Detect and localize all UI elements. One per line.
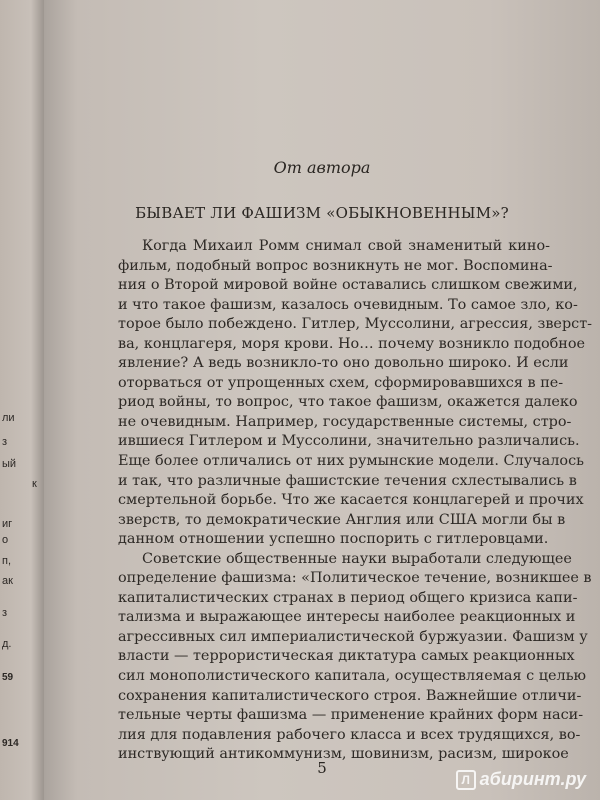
left-page-fragment: к [32,478,37,490]
text-line: тельные черты фашизма — применение крайних форм наси- [118,707,584,724]
text-line: сохранения капиталистического строя. Важнейшие отличи- [118,687,582,704]
text-line: зверств, то демократические Англия или США могли бы в [118,511,566,528]
text-line: Советские общественные науки выработали следующее [142,550,572,567]
text-line: Когда Михаил Ромм снимал свой знаменитый кино- [142,238,550,254]
text-line: капиталистических странах в период общего кризиса капи- [118,589,578,606]
text-line: власти — террористическая диктатура самых реакционных [118,648,575,665]
left-page-fragment: 914 [2,738,19,749]
book-page [44,0,600,800]
page-number: 5 [317,759,327,777]
text-line: фильм, подобный вопрос возникнуть не мог. Воспомина- [118,257,553,274]
left-page-fragment: иг [2,518,13,530]
left-page-fragment: п, [2,555,12,567]
left-page-fragment: з [2,436,8,448]
text-line: торое было побеждено. Гитлер, Муссолини, агрессия, зверст- [118,316,593,333]
text-line: Еще более отличались от них румынские модели. Случалось [118,453,584,470]
text-line: сил монополистического капитала, осуществляемая с целью [118,668,587,685]
left-page-fragment: д. [2,638,12,650]
text-line: смертельной борьбе. Что же касается концлагерей и прочих [118,492,584,509]
text-line: риод войны, то вопрос, что такое фашизм, окажется далеко [118,394,578,411]
labirint-logo-icon: Л [456,770,476,790]
text-line: не очевидным. Например, государственные системы, стро- [118,413,572,430]
body-text [118,237,593,765]
text-line: данном отношении успешно поспорить с гитлеровцами. [118,531,549,548]
left-page-fragment: ли [2,412,15,424]
text-line: лия для подавления рабочего класса и всех трудящихся, во- [118,726,581,743]
text-line: ния о Второй мировой войне оставались слишком свежими, [118,277,578,294]
watermark-text: абиринт.ру [479,769,586,789]
left-page-fragment: ак [2,575,13,587]
text-line: и так, что различные фашистские течения схлестывались в [118,472,577,489]
left-page-fragment: 59 [2,672,14,683]
text-line: определение фашизма: «Политическое течение, возникшее в [118,570,592,587]
text-line: ившиеся Гитлером и Муссолини, значительно различались. [118,433,580,450]
text-line: явление? А ведь возникло-то оно довольно широко. И если [118,355,569,372]
section-label: От автора [273,158,371,177]
text-line: тализма и выражающее интересы наиболее реакционных и [118,609,576,626]
text-line: инствующий антикоммунизм, шовинизм, расизм, широкое [118,746,569,763]
left-page-edge [0,0,44,800]
left-page-fragment: ый [2,458,17,470]
text-line: агрессивных сил империалистической буржуазии. Фашизм у [118,628,588,645]
text-line: ва, концлагеря, моря крови. Но… почему возникло подобное [118,335,586,352]
left-page-fragment: о [2,534,9,546]
watermark [456,769,586,790]
left-page-fragment: з [2,607,8,619]
text-line: оторваться от упрощенных схем, сформировавшихся в пе- [118,374,564,391]
chapter-heading: БЫВАЕТ ЛИ ФАШИЗМ «ОБЫКНОВЕННЫМ»? [135,204,509,222]
text-line: и что такое фашизм, казалось очевидным. То самое зло, ко- [118,296,578,313]
